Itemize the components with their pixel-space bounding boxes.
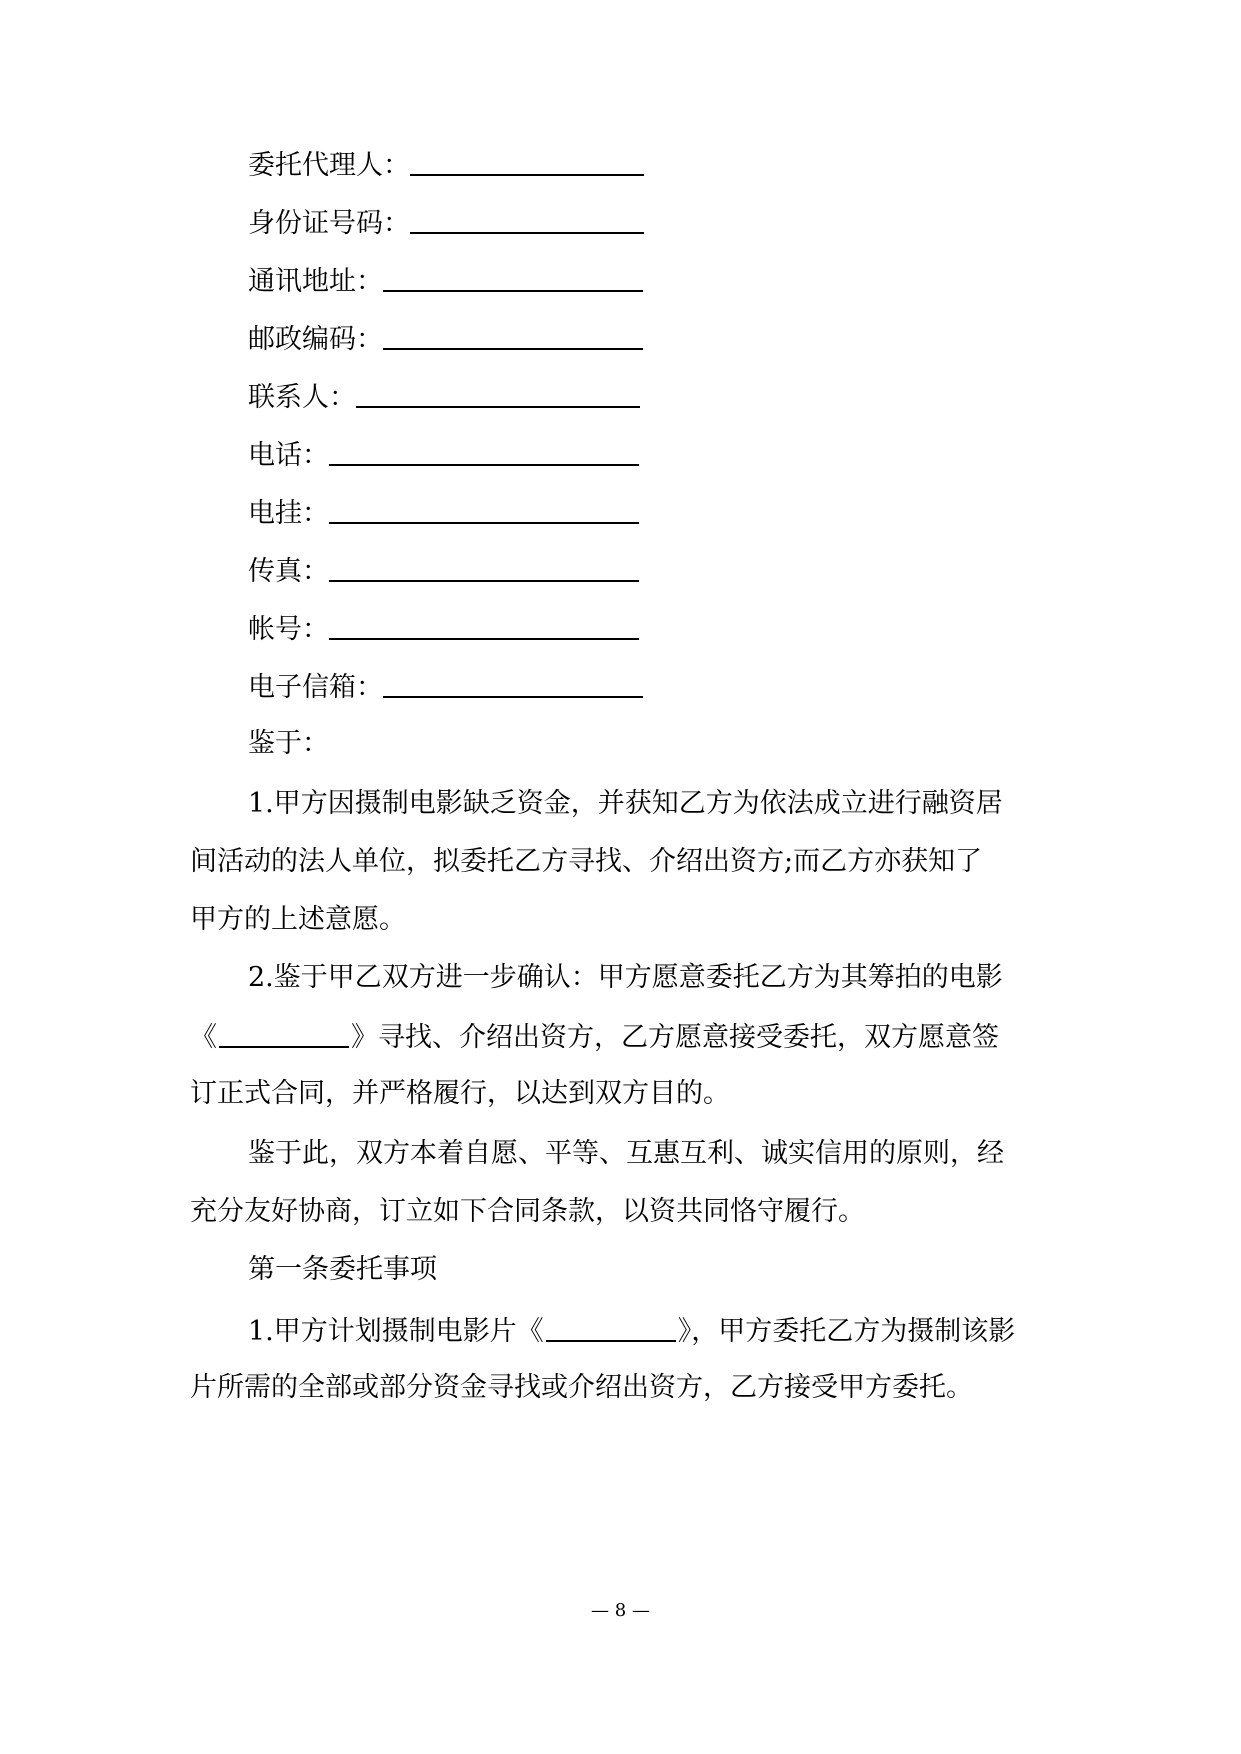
field-id-number xyxy=(248,204,644,242)
field-label: 电话： xyxy=(248,440,329,471)
page-number: — 8 — xyxy=(591,1600,650,1621)
paragraph-line: 2.鉴于甲乙双方进一步确认：甲方愿意委托乙方为其筹拍的电影 xyxy=(248,962,1003,993)
film-title-blank xyxy=(219,1020,349,1048)
field-label: 身份证号码： xyxy=(248,208,410,239)
whereas-heading: 鉴于： xyxy=(248,728,329,759)
field-label: 电子信箱： xyxy=(248,672,383,703)
paragraph-line: 1.甲方因摄制电影缺乏资金，并获知乙方为依法成立进行融资居 xyxy=(248,788,1003,819)
field-blank-line xyxy=(329,496,639,524)
field-address xyxy=(248,262,643,300)
field-label: 邮政编码： xyxy=(248,324,383,355)
bracket-open: 《 xyxy=(190,1022,217,1053)
field-label: 联系人： xyxy=(248,382,356,413)
field-blank-line xyxy=(383,322,643,350)
field-postcode xyxy=(248,320,643,358)
field-cable xyxy=(248,494,639,532)
field-blank-line xyxy=(329,438,639,466)
field-blank-line xyxy=(383,670,643,698)
article-heading: 第一条委托事项 xyxy=(248,1254,437,1285)
field-label: 帐号： xyxy=(248,614,329,645)
paragraph-line: 间活动的法人单位，拟委托乙方寻找、介绍出资方;而乙方亦获知了 xyxy=(190,846,983,877)
field-fax xyxy=(248,552,639,590)
paragraph-line-with-blank xyxy=(190,1018,999,1056)
paragraph-line-with-blank xyxy=(248,1312,1015,1350)
paragraph-line: 甲方的上述意愿。 xyxy=(190,904,406,935)
field-blank-line xyxy=(410,206,644,234)
paragraph-line: 片所需的全部或部分资金寻找或介绍出资方，乙方接受甲方委托。 xyxy=(190,1372,973,1403)
field-agent xyxy=(248,146,644,184)
field-label: 通讯地址： xyxy=(248,266,383,297)
paragraph-text: 》，甲方委托乙方为摄制该影 xyxy=(677,1316,1016,1347)
field-label: 电挂： xyxy=(248,498,329,529)
field-label: 传真： xyxy=(248,556,329,587)
field-contact xyxy=(248,378,640,416)
field-blank-line xyxy=(383,264,643,292)
field-label: 委托代理人： xyxy=(248,150,410,181)
paragraph-text: 》寻找、介绍出资方，乙方愿意接受委托，双方愿意签 xyxy=(351,1022,999,1053)
paragraph-line: 订正式合同，并严格履行，以达到双方目的。 xyxy=(190,1078,730,1109)
paragraph-line: 鉴于此，双方本着自愿、平等、互惠互利、诚实信用的原则，经 xyxy=(248,1138,1004,1169)
field-phone xyxy=(248,436,639,474)
field-blank-line xyxy=(329,554,639,582)
field-account xyxy=(248,610,639,648)
paragraph-text: 1.甲方计划摄制电影片《 xyxy=(248,1316,544,1347)
field-blank-line xyxy=(329,612,639,640)
film-title-blank xyxy=(546,1314,676,1342)
field-blank-line xyxy=(410,148,644,176)
field-email xyxy=(248,668,643,706)
paragraph-line: 充分友好协商，订立如下合同条款，以资共同恪守履行。 xyxy=(190,1196,865,1227)
field-blank-line xyxy=(356,380,640,408)
